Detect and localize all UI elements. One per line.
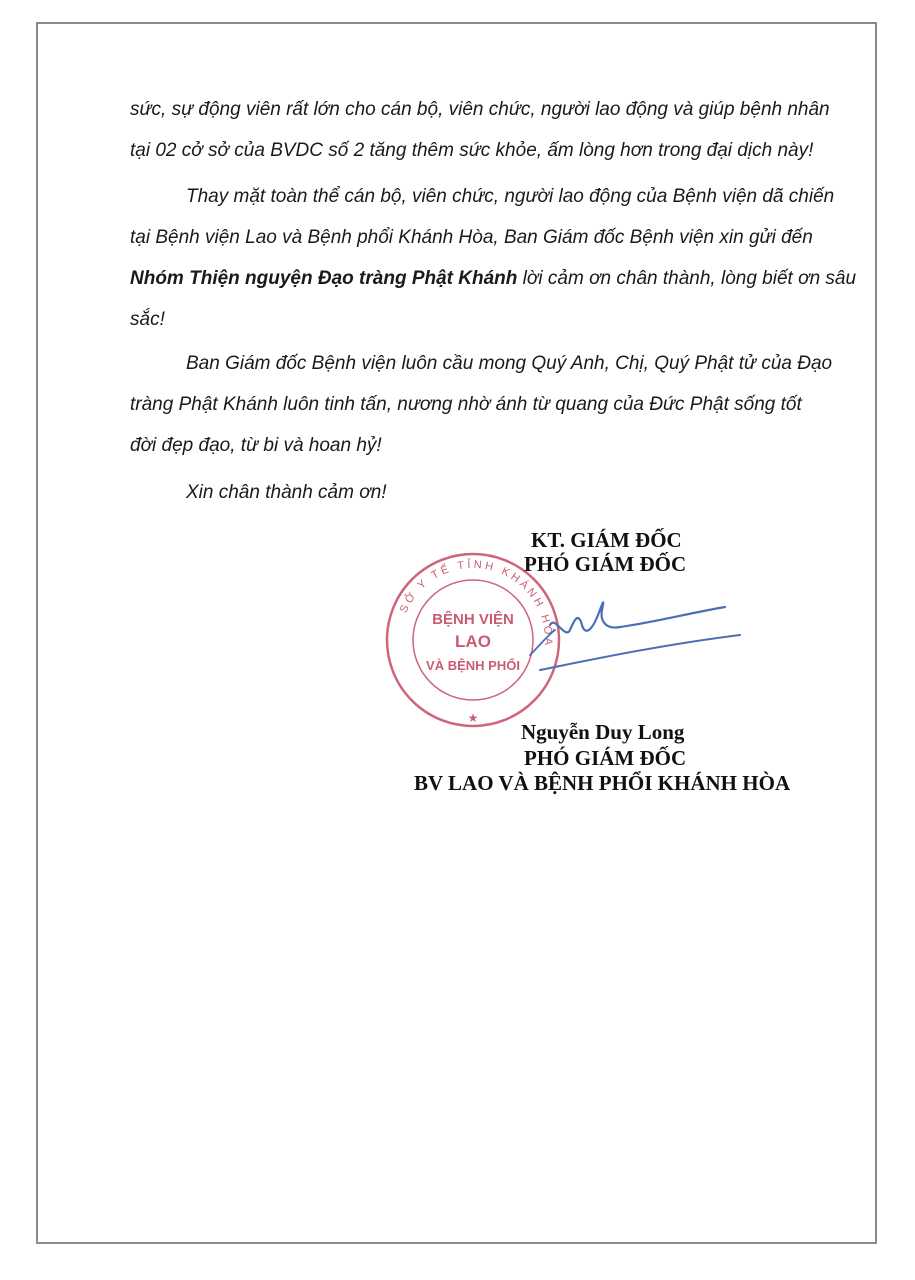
text-line: tại Bệnh viện Lao và Bệnh phổi Khánh Hòa, Ban Giám đốc Bệnh viện xin gửi đến [130, 227, 813, 248]
handwritten-signature-icon [510, 585, 750, 695]
paragraph-1 [130, 89, 830, 171]
svg-text:★: ★ [467, 711, 479, 725]
text-line: tràng Phật Khánh luôn tinh tấn, nương nhờ ánh từ quang của Đức Phật sống tốt [130, 394, 802, 415]
hospital-name: BV LAO VÀ BỆNH PHỔI KHÁNH HÒA [414, 771, 791, 795]
text-line: Ban Giám đốc Bệnh viện luôn cầu mong Quý Anh, Chị, Quý Phật tử của Đạo [186, 353, 833, 374]
text-line: sức, sự động viên rất lớn cho cán bộ, viên chức, người lao động và giúp bệnh nhân [130, 99, 830, 120]
text-line: Xin chân thành cảm ơn! [186, 482, 387, 503]
signature-kt-label: KT. GIÁM ĐỐC [531, 528, 682, 552]
paragraph-3 [130, 343, 833, 466]
svg-text:VÀ BỆNH PHỔI: VÀ BỆNH PHỔI [426, 658, 520, 673]
text-line: sắc! [130, 309, 165, 330]
svg-text:LAO: LAO [455, 632, 491, 651]
group-name-bold: Nhóm Thiện nguyện Đạo tràng Phật Khánh [130, 268, 518, 289]
signature-title: PHÓ GIÁM ĐỐC [524, 552, 687, 576]
paragraph-2 [130, 176, 857, 340]
svg-text:BỆNH VIỆN: BỆNH VIỆN [432, 611, 514, 628]
closing-line [130, 472, 830, 513]
text-fragment: lời cảm ơn chân thành, lòng biết ơn sâu [517, 268, 857, 289]
text-line [130, 258, 857, 299]
text-line: đời đẹp đạo, từ bi và hoan hỷ! [130, 435, 382, 456]
signer-title: PHÓ GIÁM ĐỐC [524, 746, 687, 770]
svg-text:SỞ Y TẾ TỈNH KHÁNH HÒA: SỞ Y TẾ TỈNH KHÁNH HÒA [397, 558, 555, 649]
text-line: tại 02 cở sở của BVDC số 2 tăng thêm sức khỏe, ấm lòng hơn trong đại dịch này! [130, 140, 814, 161]
signer-name: Nguyễn Duy Long [521, 720, 685, 744]
text-line: Thay mặt toàn thể cán bộ, viên chức, người lao động của Bệnh viện dã chiến [186, 186, 835, 207]
